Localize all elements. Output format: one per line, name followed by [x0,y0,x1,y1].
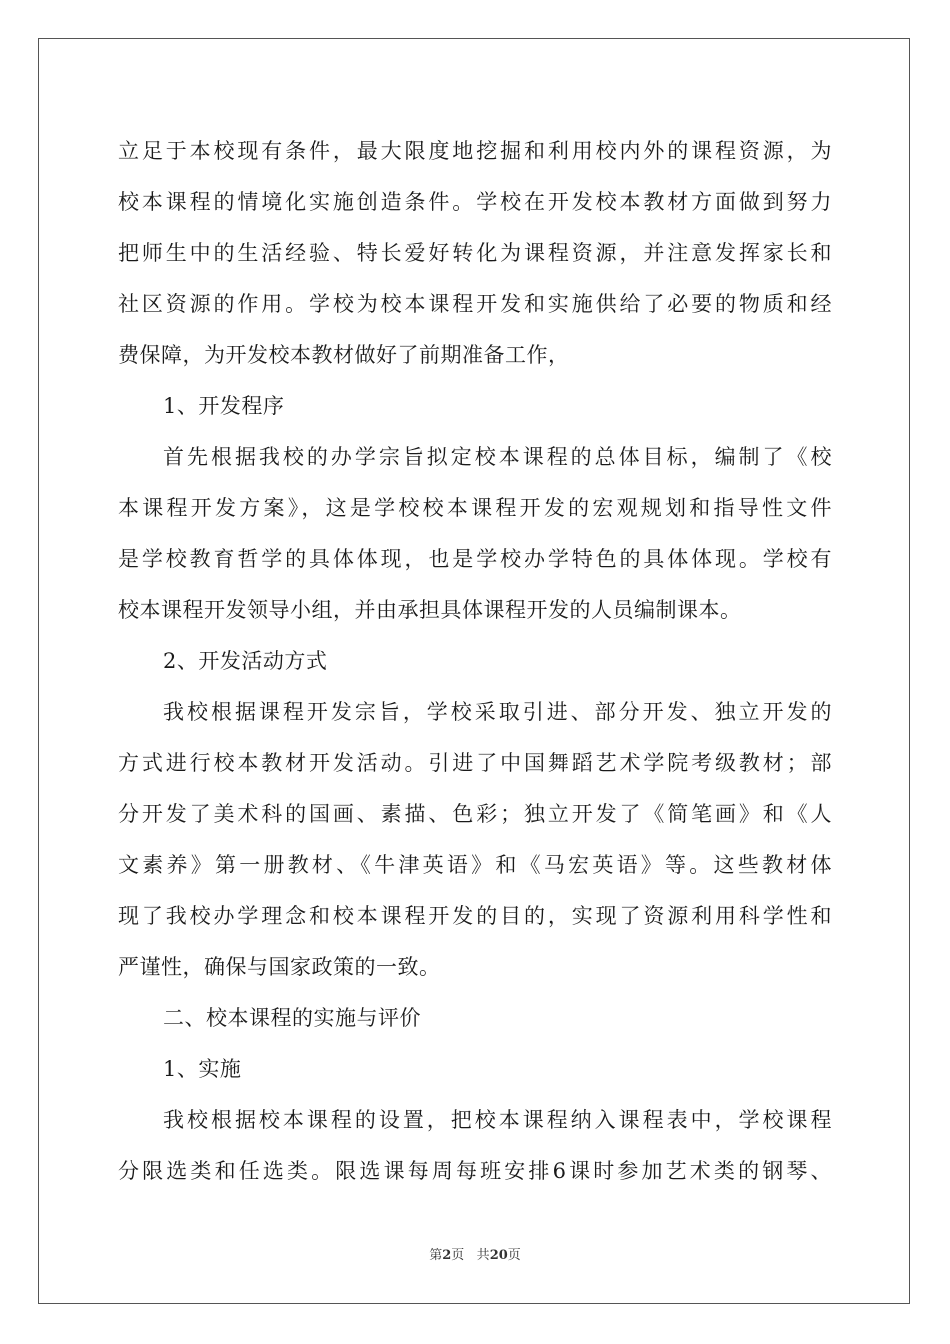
text-line: 分开发了美术科的国画、素描、色彩；独立开发了《简笔画》和《人 [118,802,832,826]
page-suffix: 页 [451,1248,465,1263]
document-body [118,126,832,1197]
text-line: 校本课程开发领导小组，并由承担具体课程开发的人员编制课本。 [118,598,742,622]
text-line: 现了我校办学理念和校本课程开发的目的，实现了资源利用科学性和 [118,904,832,928]
total-prefix: 共 [476,1248,490,1263]
text-line: 我校根据校本课程的设置，把校本课程纳入课程表中，学校课程 [163,1108,832,1132]
text-line: 是学校教育哲学的具体体现，也是学校办学特色的具体体现。学校有 [118,547,832,571]
total-pages: 20 [489,1248,508,1263]
total-suffix: 页 [507,1248,521,1263]
section-heading: 二、校本课程的实施与评价 [163,1006,421,1030]
text-line: 把师生中的生活经验、特长爱好转化为课程资源，并注意发挥家长和 [118,241,832,265]
text-line: 分限选类和任选类。限选课每周每班安排6课时参加艺术类的钢琴、 [118,1159,832,1183]
section-heading: 2、开发活动方式 [163,649,328,673]
paragraph [118,432,832,636]
text-line: 社区资源的作用。学校为校本课程开发和实施供给了必要的物质和经 [118,292,832,316]
page-prefix: 第 [429,1248,443,1263]
text-line: 方式进行校本教材开发活动。引进了中国舞蹈艺术学院考级教材；部 [118,751,832,775]
paragraph [118,1095,832,1197]
section-heading: 1、开发程序 [163,394,285,418]
section-heading: 1、实施 [163,1057,242,1081]
page-number: 2 [442,1248,452,1263]
text-line: 首先根据我校的办学宗旨拟定校本课程的总体目标，编制了《校 [163,445,832,469]
text-line: 费保障，为开发校本教材做好了前期准备工作， [118,343,570,367]
text-line: 本课程开发方案》，这是学校校本课程开发的宏观规划和指导性文件 [118,496,832,520]
text-line: 校本课程的情境化实施创造条件。学校在开发校本教材方面做到努力 [118,190,832,214]
text-line: 文素养》第一册教材、《牛津英语》和《马宏英语》等。这些教材体 [118,853,832,877]
paragraph [118,126,832,381]
text-line: 我校根据课程开发宗旨，学校采取引进、部分开发、独立开发的 [163,700,832,724]
page-footer [0,1244,950,1263]
paragraph [118,687,832,993]
text-line: 立足于本校现有条件，最大限度地挖掘和利用校内外的课程资源，为 [118,139,832,163]
text-line: 严谨性，确保与国家政策的一致。 [118,955,441,979]
